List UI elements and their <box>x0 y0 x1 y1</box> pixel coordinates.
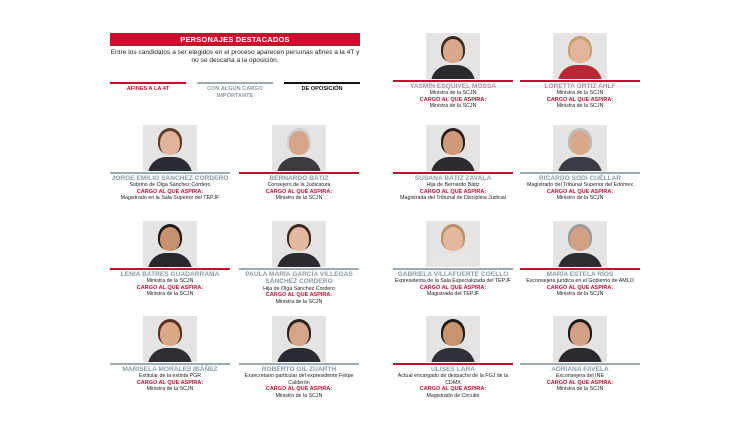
portrait-body <box>558 348 602 362</box>
portrait-body <box>148 157 192 171</box>
person-role: Magistrado del Tribunal Superior del Edomex <box>527 182 633 189</box>
person-card <box>520 125 640 202</box>
portrait-photo <box>272 221 326 267</box>
person-card <box>520 221 640 298</box>
person-name: PAULA MARÍA GARCÍA VILLEGAS SÁNCHEZ CORDERO <box>245 270 353 286</box>
category-rule <box>239 268 359 270</box>
legend-label: DE OPOSICIÓN <box>301 86 343 92</box>
target-position: Ministra de la SCJN <box>556 386 604 393</box>
person-card <box>239 125 359 202</box>
aspira-label: CARGO AL QUE ASPIRA: <box>265 292 333 299</box>
legend-bar <box>197 82 273 84</box>
portrait-body <box>277 348 321 362</box>
portrait-photo <box>272 316 326 362</box>
target-position: Ministro de la SCJN <box>275 195 323 202</box>
target-position: Ministra de la SCJN <box>556 103 604 110</box>
person-card <box>110 125 230 202</box>
person-card <box>239 316 359 399</box>
person-name: ULISES LARA <box>431 365 475 373</box>
legend-label: AFINES A LA 4T <box>126 86 170 92</box>
target-position: Magistrado en la Sala Superior del TEPJF <box>120 195 220 202</box>
portrait-face <box>570 39 590 63</box>
category-rule <box>239 172 359 174</box>
target-position: Ministro de la SCJN <box>556 195 604 202</box>
person-card <box>393 125 513 202</box>
person-role: Expresidenta de la Sala Especializada del TEPJF <box>394 278 512 285</box>
portrait-photo <box>426 316 480 362</box>
aspira-label: CARGO AL QUE ASPIRA: <box>546 284 614 291</box>
portrait-face <box>443 227 463 251</box>
target-position: Ministro de la SCJN <box>275 392 323 399</box>
person-role: Ministra de la SCJN <box>429 90 477 97</box>
aspira-label: CARGO AL QUE ASPIRA: <box>136 188 204 195</box>
intro-text: Entre los candidatos a ser elegidos en el proceso aparecen personas afines a la 4T y no se descarta a la oposición. <box>110 49 360 65</box>
person-name: LENIA BATRES GUADARRAMA <box>120 270 220 278</box>
portrait-body <box>431 157 475 171</box>
person-name: BERNARDO BÁTIZ <box>269 174 329 182</box>
person-card <box>520 33 640 110</box>
person-role: Exconsejera del INE <box>556 373 604 380</box>
person-name: JORGE EMILIO SÁNCHEZ CORDERO <box>111 174 229 182</box>
category-rule <box>110 363 230 365</box>
person-role: Exconsejera jurídica en el Gobierno de AMLO <box>526 278 634 285</box>
person-role: Ministra de la SCJN <box>556 90 604 97</box>
legend-afines <box>110 82 186 93</box>
portrait-face <box>570 322 590 346</box>
person-role: Sobrino de Olga Sánchez Cordero <box>129 182 211 189</box>
legend-bar <box>110 82 186 84</box>
legend-oposicion <box>284 82 360 93</box>
person-role: Actual encargado de despacho de la FGJ de la CDMX <box>397 373 509 386</box>
portrait-face <box>570 227 590 251</box>
category-rule <box>520 363 640 365</box>
category-rule <box>239 363 359 365</box>
portrait-face <box>443 322 463 346</box>
person-name: YASMÍN ESQUIVEL MOSSA <box>409 82 497 90</box>
category-rule <box>393 268 513 270</box>
person-role: Hija de Bernardo Bátiz <box>426 182 480 189</box>
portrait-photo <box>426 33 480 79</box>
person-card <box>393 316 513 399</box>
aspira-label: CARGO AL QUE ASPIRA: <box>546 188 614 195</box>
aspira-label: CARGO AL QUE ASPIRA: <box>419 385 487 392</box>
portrait-body <box>558 253 602 267</box>
category-rule <box>393 80 513 82</box>
aspira-label: CARGO AL QUE ASPIRA: <box>136 284 204 291</box>
aspira-label: CARGO AL QUE ASPIRA: <box>265 188 333 195</box>
legend-label: CON ALGÚN CARGO IMPORTANTE <box>206 86 264 99</box>
portrait-photo <box>553 316 607 362</box>
portrait-photo <box>143 221 197 267</box>
category-rule <box>520 80 640 82</box>
person-role: Extitular de la extinta PGR <box>138 373 202 380</box>
person-name: RICARDO SODI CUÉLLAR <box>538 174 622 182</box>
person-role: Ministra de la SCJN <box>146 278 194 285</box>
portrait-photo <box>143 125 197 171</box>
target-position: Ministra de la SCJN <box>275 298 323 305</box>
person-role: Exsecretario particular del expresidente Felipe Calderón <box>244 373 354 386</box>
person-name: ADRIANA FAVELA <box>551 365 609 373</box>
person-card <box>520 316 640 393</box>
category-rule <box>393 172 513 174</box>
category-rule <box>393 363 513 365</box>
person-name: ROBERTO GIL ZUARTH <box>261 365 337 373</box>
person-name: MARÍA ESTELA RÍOS <box>546 270 614 278</box>
portrait-body <box>431 253 475 267</box>
portrait-body <box>431 65 475 79</box>
aspira-label: CARGO AL QUE ASPIRA: <box>265 385 333 392</box>
target-position: Ministra de la SCJN <box>146 386 194 393</box>
target-position: Ministra de la SCJN <box>146 291 194 298</box>
portrait-body <box>277 253 321 267</box>
portrait-body <box>148 253 192 267</box>
aspira-label: CARGO AL QUE ASPIRA: <box>136 379 204 386</box>
person-card <box>393 33 513 110</box>
portrait-face <box>160 131 180 155</box>
portrait-body <box>148 348 192 362</box>
portrait-face <box>570 131 590 155</box>
aspira-label: CARGO AL QUE ASPIRA: <box>419 188 487 195</box>
person-card <box>393 221 513 298</box>
aspira-label: CARGO AL QUE ASPIRA: <box>546 96 614 103</box>
portrait-face <box>160 322 180 346</box>
portrait-photo <box>143 316 197 362</box>
category-rule <box>520 268 640 270</box>
category-rule <box>110 268 230 270</box>
portrait-photo <box>553 125 607 171</box>
person-card <box>110 221 230 298</box>
category-rule <box>110 172 230 174</box>
person-name: GABRIELA VILLAFUERTE COELLO <box>397 270 509 278</box>
section-title: PERSONAJES DESTACADOS <box>110 33 360 46</box>
target-position: Ministra de la SCJN <box>556 291 604 298</box>
portrait-face <box>160 227 180 251</box>
legend-bar <box>284 82 360 84</box>
person-card <box>110 316 230 393</box>
person-name: MARISELA MORALES IBÁÑEZ <box>122 365 218 373</box>
portrait-body <box>558 157 602 171</box>
aspira-label: CARGO AL QUE ASPIRA: <box>419 96 487 103</box>
aspira-label: CARGO AL QUE ASPIRA: <box>546 379 614 386</box>
portrait-photo <box>553 221 607 267</box>
target-position: Magistrado de Circuito <box>426 392 480 399</box>
portrait-body <box>431 348 475 362</box>
portrait-body <box>558 65 602 79</box>
portrait-body <box>277 157 321 171</box>
category-rule <box>520 172 640 174</box>
person-role: Consejero de la Judicatura <box>267 182 331 189</box>
aspira-label: CARGO AL QUE ASPIRA: <box>419 284 487 291</box>
portrait-face <box>289 322 309 346</box>
person-role: Hija de Olga Sánchez Cordero <box>263 285 335 292</box>
portrait-photo <box>553 33 607 79</box>
person-name: LORETTA ORTIZ AHLF <box>544 82 616 90</box>
portrait-photo <box>426 221 480 267</box>
person-name: SUSANA BÁTIZ ZAVALA <box>414 174 492 182</box>
portrait-face <box>443 39 463 63</box>
legend-cargo <box>197 82 273 100</box>
portrait-photo <box>272 125 326 171</box>
portrait-face <box>289 131 309 155</box>
person-card <box>239 221 359 305</box>
target-position: Magistrada del TEPJF <box>426 291 480 298</box>
portrait-face <box>289 227 309 251</box>
portrait-photo <box>426 125 480 171</box>
portrait-face <box>443 131 463 155</box>
target-position: Ministra de la SCJN <box>429 103 477 110</box>
target-position: Magistrada del Tribunal de Disciplina Judicial <box>400 195 506 202</box>
